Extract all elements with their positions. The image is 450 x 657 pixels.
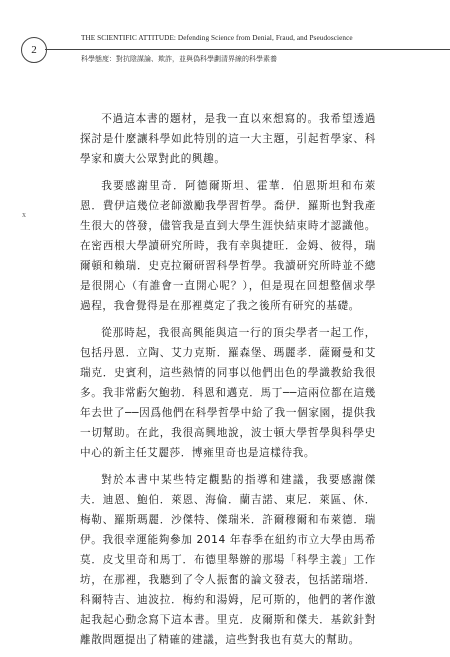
running-header-chinese: 科學態度：對抗陰謀論、欺詐，並與偽科學劃清界線的科學素養 — [81, 55, 277, 63]
paragraph-1: 不過這本書的題材，是我一直以來想寫的。我希望透過探討是什麼讓科學如此特別的這一大主題，引起哲學家、科學家和廣大公眾對此的興趣。 — [80, 113, 376, 165]
page-number-circle — [21, 37, 47, 63]
header-rule — [45, 49, 450, 50]
running-header-english: THE SCIENTIFIC ATTITUDE: Defending Science from Denial, Fraud, and Pseudoscience — [81, 34, 353, 42]
page-number: 2 — [31, 44, 37, 56]
paragraph-2: 我要感謝里奇．阿德爾斯坦、霍華．伯恩斯坦和布萊恩．費伊這幾位老師激勵我學習哲學。喬伊．羅斯也對我產生很大的啓發，儘管我是直到大學生涯快結束時才認識他。在密西根大學讀研究所時，我有幸與捷旺．金姆、彼得，瑞爾頓和賴瑞．史克拉爾研習科學哲學。我讀研究所時並不總是很開心（有誰會一直開心呢？），但是現在回想整個求學過程，我會覺得是在那裡奠定了我之後所有研究的基礎。 — [80, 180, 376, 312]
paragraph-3: 從那時起，我很高興能與這一行的頂尖學者一起工作，包括丹恩．立陶、艾力克斯．羅森堡、瑪麗孝．薩爾曼和艾瑞克．史賓利，這些熱情的同事以他們出色的學識教給我很多。我非常虧欠鮑勃．科恩和邁克．馬丁──這兩位都在這幾年去世了──因爲他們在科學哲學中給了我一個家園，提供我一切幫助。在此，我很高興地說，波士頓大學哲學與科學史中心的新主任艾麗莎．博雍里奇也是這樣待我。 — [80, 327, 376, 459]
margin-mark: x — [22, 210, 26, 219]
paragraph-4: 對於本書中某些特定觀點的指導和建議，我要感謝傑夫．迪恩、鮑伯．萊恩、海倫．蘭吉諾、東尼．萊區、休．梅勒、羅斯瑪麗．沙傑特、傑瑞米．許爾穆爾和布萊德．瑞伊。我很幸運能夠參加 2014 年春季在紐約市立大學由馬希莫．皮戈里奇和馬丁．布德里舉辦的那場「科學主義」工作坊，在那裡，我聽到了令人振奮的論文發表，包括諾瑞塔．科爾特吉、迪波拉．梅約和湯姆，尼可斯的，他們的著作激起我起心動念寫下這本書。里克．皮爾斯和傑夫．基欽針對離散問題提出了精確的建議，這些對我也有莫大的幫助。 — [80, 474, 376, 646]
body-text — [80, 109, 376, 657]
